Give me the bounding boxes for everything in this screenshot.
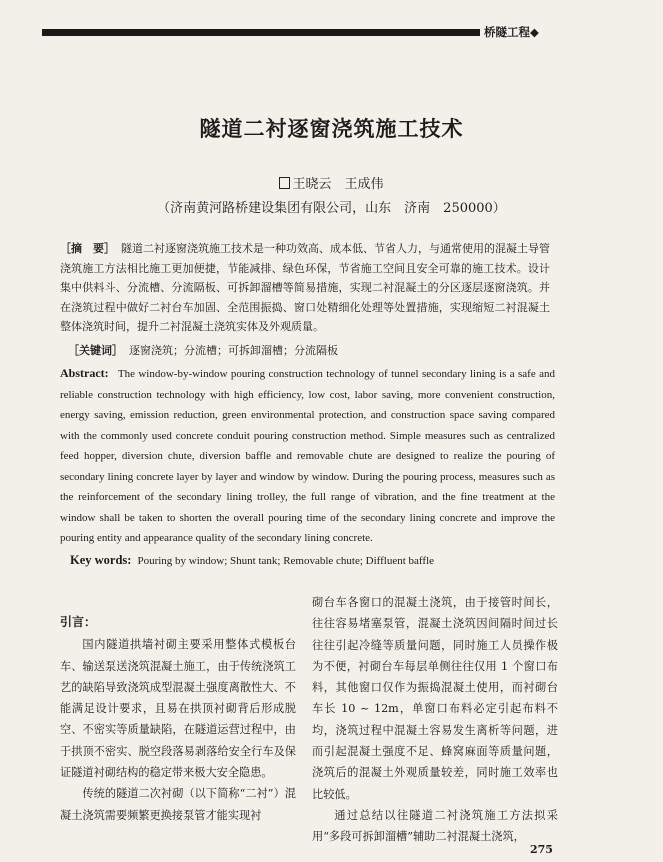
- body-column-left: [60, 612, 296, 826]
- keywords-en-label: Key words:: [70, 553, 132, 567]
- body-column-right: [312, 592, 558, 848]
- header-rule: [42, 29, 480, 36]
- abstract-cn-text: 隧道二衬逐窗浇筑施工技术是一种功效高、成本低、节省人力，与通常使用的混凝土导管浇筑施工方法相比施工更加便捷，节能减排、绿色环保，节省施工空间且安全可靠的施工技术。设计集中供料斗、分流槽、分流隔板、可拆卸溜槽等简易措施，实现二衬混凝土的分区逐层逐窗浇筑。并在浇筑过程中做好二衬台车加固、全范围振捣、窗口处精细化处理等处置措施，实现缩短二衬混凝土整体浇筑时间，提升二衬混凝土浇筑实体及外观质量。: [60, 242, 550, 333]
- body-paragraph: 国内隧道拱墙衬砌主要采用整体式模板台车、输送泵送浇筑混凝土施工，由于传统浇筑工艺的缺陷导致浇筑成型混凝土强度离散性大、不能满足设计要求，且易在拱顶衬砌背后形成脱空、不密实等质量缺陷，在隧道运营过程中，由于拱顶不密实、脱空段落易剥落给安全行车及保证隧道衬砌结构的稳定带来极大安全隐患。: [60, 638, 296, 780]
- authors-line: [0, 173, 663, 192]
- keywords-cn-label: ［关键词］: [68, 344, 123, 357]
- abstract-en-text: The window-by-window pouring construction technology of tunnel secondary lining is a safe and reliable construction technology with high efficiency, low cost, labor saving, more convenient construction, energy saving, emission reduction, green environmental protection, and construction space saving compared with the commonly used concrete conduit pouring construction method. Simple measures such as centralized feed hopper, diversion chute, diversion baffle and removable chute are designed to realize the pouring of secondary lining concrete layer by layer and window by window. During the pouring process, measures such as the reinforcement of the secondary lining trolley, the full range of vibration, and the fine treatment at the window shall be taken to shorten the overall pouring time of the secondary lining concrete and improve the pouring entity and appearance quality of the secondary lining concrete.: [60, 368, 555, 544]
- body-paragraph: 传统的隧道二次衬砌（以下简称“二衬”）混凝土浇筑需要频繁更换接泵管才能实现衬: [60, 787, 296, 822]
- abstract-en-label: Abstract:: [60, 366, 109, 380]
- checkbox-square-icon: [279, 177, 290, 189]
- abstract-cn-label: ［摘 要］: [60, 242, 115, 255]
- keywords-en: [70, 553, 560, 568]
- keywords-en-text: Pouring by window; Shunt tank; Removable chute; Diffluent baffle: [137, 555, 435, 567]
- article-title: 隧道二衬逐窗浇筑施工技术: [199, 117, 464, 141]
- intro-heading: 引言：: [60, 615, 97, 629]
- abstract-cn: [60, 239, 550, 337]
- authors: 王晓云 王成伟: [292, 177, 384, 192]
- keywords-cn-text: 逐窗浇筑；分流槽；可拆卸溜槽；分流隔板: [129, 344, 338, 357]
- body-paragraph: 砌台车各窗口的混凝土浇筑，由于接管时间长，往往容易堵塞泵管，混凝土浇筑因间隔时间过长往往引起冷缝等质量问题，同时施工人员操作极为不便，衬砌台车每层单侧往往仅用 1 个窗口布料，其他窗口仅作为振捣混凝土使用，而衬砌台车长 10 ~ 12m，单窗口布料必定引起布料不均，浇筑过程中混凝土容易发生离析等问题，进而引起混凝土强度不足、蜂窝麻面等质量问题，浇筑后的混凝土外观质量较差，同时施工效率也比较低。: [312, 596, 558, 801]
- body-paragraph: 通过总结以往隧道二衬浇筑施工方法拟采用“多段可拆卸溜槽”辅助二衬混凝土浇筑，: [312, 808, 558, 844]
- page-number: 275: [530, 843, 553, 856]
- keywords-cn: [68, 342, 558, 358]
- affiliation: （济南黄河路桥建设集团有限公司，山东 济南 250000）: [157, 201, 506, 216]
- abstract-en: [60, 363, 555, 549]
- section-label: 桥隧工程◆: [484, 25, 539, 39]
